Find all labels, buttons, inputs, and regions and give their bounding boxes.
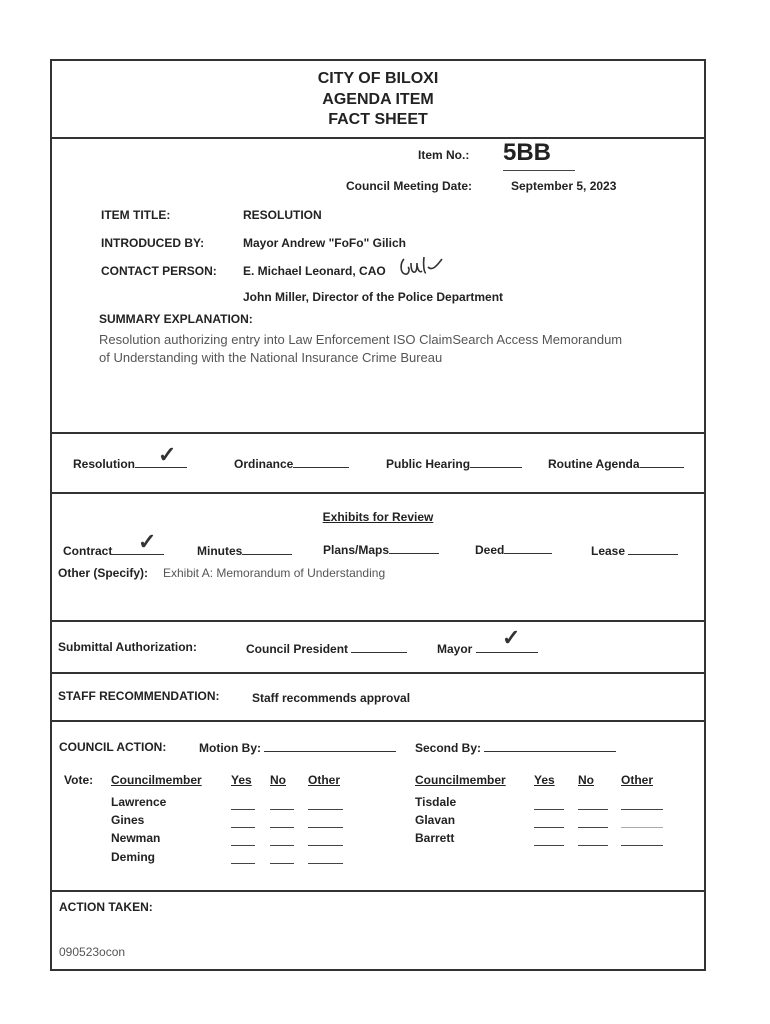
exhibit-deed: [475, 541, 552, 557]
type-ordinance-label: Ordinance: [234, 457, 294, 471]
vote-blank[interactable]: [534, 827, 564, 828]
divider-type: [50, 492, 706, 494]
member-deming: Deming: [111, 850, 156, 864]
deed-blank[interactable]: [504, 541, 552, 554]
exhibit-other-label: Other (Specify):: [58, 566, 149, 580]
summary-line-2: of Understanding with the National Insurance Crime Bureau: [99, 350, 443, 365]
vote-blank[interactable]: [578, 809, 608, 810]
vote-blank[interactable]: [308, 809, 343, 810]
second-by: [415, 739, 616, 755]
exhibit-minutes-label: Minutes: [197, 544, 243, 558]
mayor-label: Mayor: [437, 642, 473, 656]
type-public-hearing: [386, 455, 522, 471]
right-col-other: Other: [621, 773, 654, 787]
public-hearing-blank[interactable]: [470, 455, 522, 468]
vote-blank[interactable]: [308, 845, 343, 846]
exhibits-title: Exhibits for Review: [322, 510, 434, 524]
item-no-label: Item No.:: [418, 148, 470, 162]
vote-blank[interactable]: [534, 809, 564, 810]
vote-blank[interactable]: [231, 845, 255, 846]
vote-blank[interactable]: [231, 827, 255, 828]
staff-recommendation-value: Staff recommends approval: [252, 691, 411, 705]
left-col-no: No: [270, 773, 286, 787]
vote-blank[interactable]: [270, 827, 294, 828]
summary-label: SUMMARY EXPLANATION:: [99, 312, 253, 326]
vote-blank[interactable]: [578, 827, 608, 828]
submittal-council-president: [246, 640, 407, 656]
council-president-blank[interactable]: [351, 640, 407, 653]
exhibit-minutes: [197, 542, 292, 558]
vote-label: Vote:: [64, 773, 94, 787]
staff-recommendation-label: STAFF RECOMMENDATION:: [58, 689, 220, 703]
item-no-underline: [503, 170, 575, 171]
summary-line-1: Resolution authorizing entry into Law Enforcement ISO ClaimSearch Access Memorandum: [99, 332, 623, 347]
member-glavan: Glavan: [415, 813, 456, 827]
vote-blank[interactable]: [231, 863, 255, 864]
left-col-yes: Yes: [231, 773, 252, 787]
header-line-2: AGENDA ITEM: [322, 91, 434, 108]
type-resolution-label: Resolution: [73, 457, 135, 471]
exhibit-other-value: Exhibit A: Memorandum of Understanding: [163, 566, 386, 580]
mayor-checkmark-icon: ✓: [502, 625, 521, 650]
type-routine-agenda-label: Routine Agenda: [548, 457, 640, 471]
plans-maps-blank[interactable]: [389, 541, 439, 554]
contact-person-value-2: John Miller, Director of the Police Department: [243, 290, 504, 304]
exhibit-plans-maps-label: Plans/Maps: [323, 543, 390, 557]
type-ordinance: [234, 455, 349, 471]
right-col-member: Councilmember: [415, 773, 506, 787]
motion-by-blank[interactable]: [264, 739, 396, 752]
introduced-by-label: INTRODUCED BY:: [101, 236, 205, 250]
vote-blank[interactable]: [621, 845, 663, 846]
type-routine-agenda: [548, 455, 684, 471]
item-title-value: RESOLUTION: [243, 208, 322, 222]
member-lawrence: Lawrence: [111, 795, 167, 809]
divider-council: [50, 890, 706, 892]
signature-initials: [398, 253, 448, 283]
vote-blank[interactable]: [578, 845, 608, 846]
motion-by-label: Motion By:: [199, 741, 261, 755]
member-newman: Newman: [111, 831, 161, 845]
vote-blank[interactable]: [308, 827, 343, 828]
vote-blank[interactable]: [308, 863, 343, 864]
item-no-value: 5BB: [503, 139, 552, 166]
item-title-label: ITEM TITLE:: [101, 208, 171, 222]
vote-blank[interactable]: [534, 845, 564, 846]
council-action-label: COUNCIL ACTION:: [59, 740, 167, 754]
ordinance-blank[interactable]: [293, 455, 349, 468]
divider-header: [50, 137, 706, 139]
exhibit-contract-label: Contract: [63, 544, 113, 558]
left-col-member: Councilmember: [111, 773, 202, 787]
routine-agenda-blank[interactable]: [640, 455, 684, 468]
contact-person-value: E. Michael Leonard, CAO: [243, 264, 386, 278]
submittal-mayor: [437, 640, 538, 656]
council-president-label: Council President: [246, 642, 349, 656]
vote-blank[interactable]: [621, 827, 663, 828]
exhibit-plans-maps: [323, 541, 439, 557]
meeting-date-value: September 5, 2023: [511, 179, 617, 193]
divider-staff: [50, 720, 706, 722]
divider-summary: [50, 432, 706, 434]
vote-blank[interactable]: [270, 845, 294, 846]
submittal-label: Submittal Authorization:: [58, 640, 197, 654]
vote-blank[interactable]: [231, 809, 255, 810]
header-line-1: CITY OF BILOXI: [317, 70, 439, 87]
member-tisdale: Tisdale: [415, 795, 457, 809]
right-col-yes: Yes: [534, 773, 555, 787]
vote-blank[interactable]: [270, 863, 294, 864]
member-barrett: Barrett: [415, 831, 455, 845]
vote-blank[interactable]: [270, 809, 294, 810]
motion-by: [199, 739, 396, 755]
second-by-blank[interactable]: [484, 739, 616, 752]
vote-blank[interactable]: [621, 809, 663, 810]
exhibit-lease: [591, 542, 678, 558]
second-by-label: Second By:: [415, 741, 482, 755]
divider-exhibits: [50, 620, 706, 622]
contact-person-label: CONTACT PERSON:: [101, 264, 217, 278]
contract-checkmark-icon: ✓: [138, 529, 157, 554]
lease-blank[interactable]: [628, 542, 678, 555]
member-gines: Gines: [111, 813, 145, 827]
meeting-date-label: Council Meeting Date:: [346, 179, 473, 193]
divider-submittal: [50, 672, 706, 674]
action-taken-label: ACTION TAKEN:: [59, 900, 153, 914]
exhibit-deed-label: Deed: [475, 543, 505, 557]
header-line-3: FACT SHEET: [328, 111, 428, 128]
introduced-by-value: Mayor Andrew "FoFo" Gilich: [243, 236, 406, 250]
exhibit-lease-label: Lease: [591, 544, 626, 558]
footer-code: 090523ocon: [59, 945, 126, 959]
right-col-no: No: [578, 773, 594, 787]
left-col-other: Other: [308, 773, 341, 787]
type-public-hearing-label: Public Hearing: [386, 457, 471, 471]
minutes-blank[interactable]: [242, 542, 292, 555]
resolution-checkmark-icon: ✓: [158, 442, 177, 467]
